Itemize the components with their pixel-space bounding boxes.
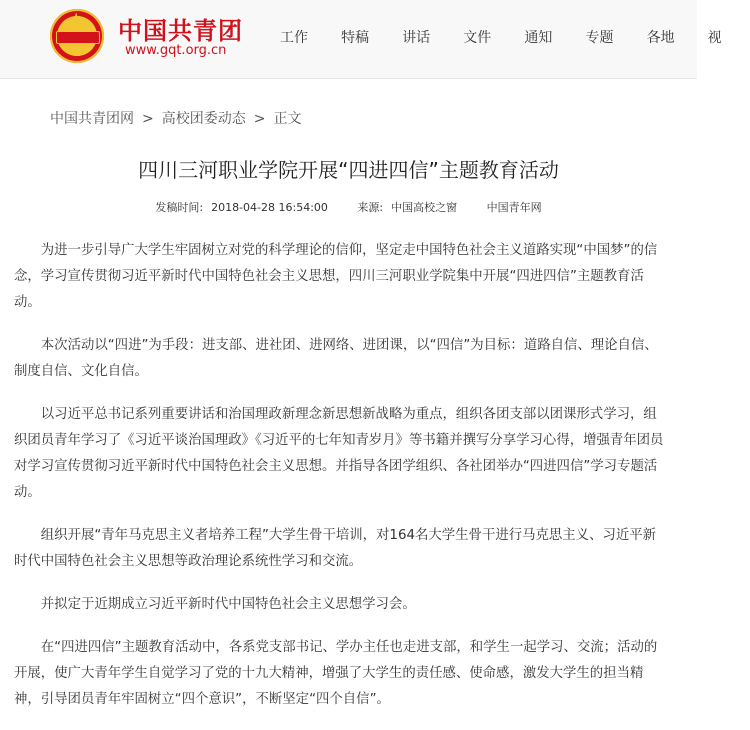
- cyl-emblem-logo[interactable]: [50, 9, 104, 63]
- article-body: [14, 238, 664, 730]
- article-paragraph: 以习近平总书记系列重要讲话和治国理政新理念新思想新战略为重点，组织各团支部以团课形式学习，组织团员青年学习了《习近平谈治国理政》《习近平的七年知青岁月》等书籍并撰写分享学习心得，增强青年团员对学习宣传贯彻习近平新时代中国特色社会主义思想。并指导各团学组织、各社团举办“四进四信”学习专题活动。: [14, 407, 664, 500]
- breadcrumb-section[interactable]: 高校团委动态: [161, 111, 246, 127]
- source-value: 中国高校之窗: [391, 201, 458, 214]
- source-site: 中国青年网: [486, 201, 542, 214]
- breadcrumb-home[interactable]: 中国共青团网: [50, 111, 134, 127]
- nav-item-topics[interactable]: 专题: [585, 30, 614, 46]
- star-icon: ★: [69, 9, 84, 28]
- article-title: 四川三河职业学院开展“四进四信”主题教育活动: [138, 158, 559, 182]
- nav-item-video[interactable]: 视: [707, 30, 722, 46]
- publish-time-value: 2018-04-28 16:54:00: [211, 201, 328, 214]
- nav-item-speeches[interactable]: 讲话: [402, 30, 431, 46]
- nav-item-regions[interactable]: 各地: [646, 30, 675, 46]
- source-label: 来源:: [357, 201, 384, 214]
- nav-item-documents[interactable]: 文件: [463, 30, 492, 46]
- site-name[interactable]: 中国共青团: [118, 17, 243, 45]
- publish-time-label: 发稿时间:: [155, 201, 204, 214]
- article-paragraph: 并拟定于近期成立习近平新时代中国特色社会主义思想学习会。: [40, 597, 416, 612]
- nav-item-features[interactable]: 特稿: [341, 30, 370, 46]
- nav-item-notices[interactable]: 通知: [524, 30, 553, 46]
- article-paragraph: 在“四进四信”主题教育活动中，各系党支部书记、学办主任也走进支部，和学生一起学习、交流；活动的开展，使广大青年学生自觉学习了党的十九大精神，增强了大学生的责任感、使命感，激发大学生的担当精神，引导团员青年牢固树立“四个意识”，不断坚定“四个自信”。: [14, 640, 658, 707]
- breadcrumb: [50, 108, 301, 128]
- article-paragraph: 为进一步引导广大学生牢固树立对党的科学理论的信仰，坚定走中国特色社会主义道路实现“中国梦”的信念，学习宣传贯彻习近平新时代中国特色社会主义思想，四川三河职业学院集中开展“四进四信”主题教育活动。: [14, 243, 658, 310]
- breadcrumb-separator: >: [253, 111, 266, 127]
- article-meta: [0, 199, 697, 215]
- main-nav: [280, 27, 750, 47]
- article-paragraph: 组织开展“青年马克思主义者培养工程”大学生骨干培训，对164名大学生骨干进行马克思主义、习近平新时代中国特色社会主义思想等政治理论系统性学习和交流。: [14, 528, 657, 569]
- breadcrumb-separator: >: [142, 111, 154, 127]
- breadcrumb-current: 正文: [273, 111, 302, 127]
- site-header: [0, 0, 722, 79]
- article-paragraph: 本次活动以“四进”为手段：进支部、进社团、进网络、进团课，以“四信”为目标：道路自信、理论自信、制度自信、文化自信。: [14, 338, 658, 379]
- nav-item-work[interactable]: 工作: [280, 30, 308, 46]
- site-url[interactable]: www.gqt.org.cn: [125, 43, 227, 58]
- emblem-banner: [56, 31, 100, 44]
